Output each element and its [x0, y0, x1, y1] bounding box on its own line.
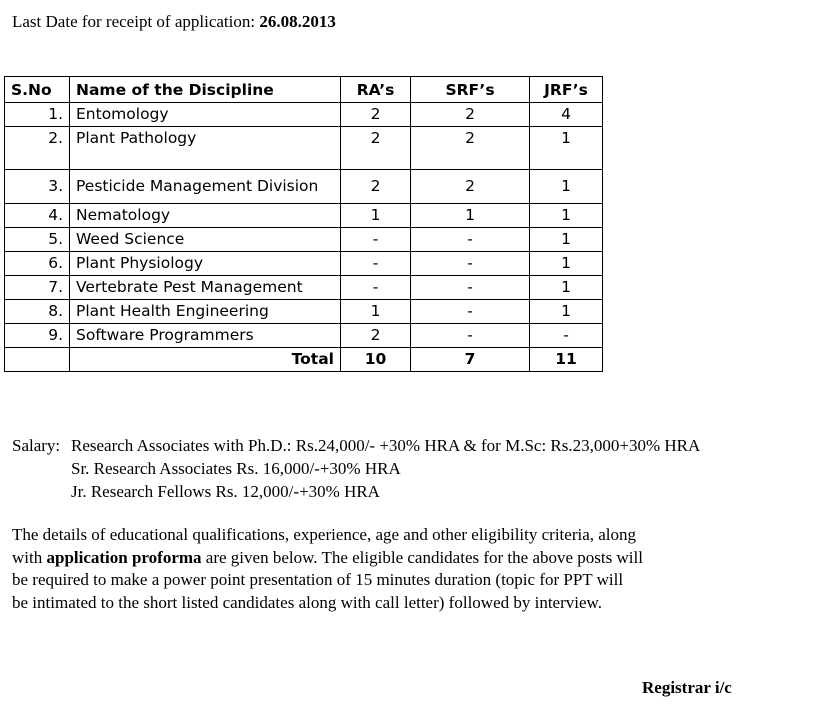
cell-ra: - — [341, 252, 411, 276]
cell-srf: 2 — [411, 170, 530, 204]
cell-sno: 8. — [5, 300, 70, 324]
cell-name: Nematology — [70, 204, 341, 228]
cell-name: Plant Pathology — [70, 127, 341, 170]
signature: Registrar i/c — [642, 678, 732, 697]
details-line-3: be required to make a power point presentation of 15 minutes duration (topic for PPT will — [12, 570, 624, 589]
cell-srf: 2 — [411, 103, 530, 127]
cell-sno: 2. — [5, 127, 70, 170]
cell-srf: 2 — [411, 127, 530, 170]
cell-ra: - — [341, 276, 411, 300]
details-line-1: The details of educational qualifications, experience, age and other eligibility criteria, along — [12, 525, 637, 544]
table-header-row — [5, 77, 603, 103]
salary-section — [12, 434, 700, 503]
cell-ra: 2 — [341, 324, 411, 348]
cell-name: Pesticide Management Division — [70, 170, 341, 204]
cell-jrf: 1 — [530, 170, 603, 204]
cell-sno: 1. — [5, 103, 70, 127]
cell-name: Plant Health Engineering — [70, 300, 341, 324]
cell-srf: - — [411, 276, 530, 300]
cell-jrf: 1 — [530, 204, 603, 228]
total-ra: 10 — [341, 348, 411, 372]
table-row — [5, 103, 603, 127]
cell-jrf: - — [530, 324, 603, 348]
cell-empty — [5, 348, 70, 372]
header-name: Name of the Discipline — [70, 77, 341, 103]
cell-srf: - — [411, 228, 530, 252]
cell-ra: 2 — [341, 127, 411, 170]
cell-name: Software Programmers — [70, 324, 341, 348]
cell-sno: 4. — [5, 204, 70, 228]
header-jrf: JRF’s — [530, 77, 603, 103]
salary-ra: Research Associates with Ph.D.: Rs.24,000/- +30% HRA & for M.Sc: Rs.23,000+30% HRA — [71, 436, 701, 455]
details-line-2 — [12, 547, 752, 570]
cell-ra: 2 — [341, 103, 411, 127]
salary-jrf: Jr. Research Fellows Rs. 12,000/-+30% HRA — [71, 482, 380, 501]
cell-ra: 2 — [341, 170, 411, 204]
table-row — [5, 127, 603, 170]
cell-name: Weed Science — [70, 228, 341, 252]
cell-name: Plant Physiology — [70, 252, 341, 276]
cell-sno: 7. — [5, 276, 70, 300]
cell-ra: - — [341, 228, 411, 252]
salary-label: Salary: — [12, 436, 61, 455]
cell-jrf: 1 — [530, 127, 603, 170]
cell-sno: 9. — [5, 324, 70, 348]
cell-ra: 1 — [341, 204, 411, 228]
last-date-value: 26.08.2013 — [259, 12, 336, 31]
total-jrf: 11 — [530, 348, 603, 372]
cell-jrf: 1 — [530, 252, 603, 276]
cell-name: Vertebrate Pest Management — [70, 276, 341, 300]
application-proforma-text: application proforma — [46, 547, 202, 567]
table-row — [5, 204, 603, 228]
table-row — [5, 300, 603, 324]
details-line-2-post: are given below. The eligible candidates for the above posts will — [201, 547, 643, 567]
header-sno: S.No — [5, 77, 70, 103]
table-total-row — [5, 348, 603, 372]
header-ra: RA’s — [341, 77, 411, 103]
salary-line-1 — [12, 434, 700, 457]
salary-srf: Sr. Research Associates Rs. 16,000/-+30% HRA — [71, 459, 401, 478]
cell-name: Entomology — [70, 103, 341, 127]
cell-sno: 3. — [5, 170, 70, 204]
header-srf: SRF’s — [411, 77, 530, 103]
cell-sno: 5. — [5, 228, 70, 252]
details-line-2-pre: with — [12, 547, 47, 567]
details-line-4: be intimated to the short listed candidates along with call letter) followed by interview. — [12, 592, 602, 612]
total-label: Total — [70, 348, 341, 372]
cell-srf: - — [411, 300, 530, 324]
cell-srf: 1 — [411, 204, 530, 228]
cell-sno: 6. — [5, 252, 70, 276]
table-row — [5, 170, 603, 204]
table-row — [5, 324, 603, 348]
cell-jrf: 1 — [530, 300, 603, 324]
last-date-line — [12, 12, 336, 32]
total-srf: 7 — [411, 348, 530, 372]
cell-jrf: 4 — [530, 103, 603, 127]
discipline-table — [4, 76, 603, 372]
last-date-label: Last Date for receipt of application: — [12, 12, 260, 31]
cell-jrf: 1 — [530, 228, 603, 252]
cell-ra: 1 — [341, 300, 411, 324]
table-row — [5, 228, 603, 252]
details-paragraph — [12, 524, 752, 614]
table-row — [5, 252, 603, 276]
cell-srf: - — [411, 252, 530, 276]
cell-jrf: 1 — [530, 276, 603, 300]
cell-srf: - — [411, 324, 530, 348]
table-row — [5, 276, 603, 300]
